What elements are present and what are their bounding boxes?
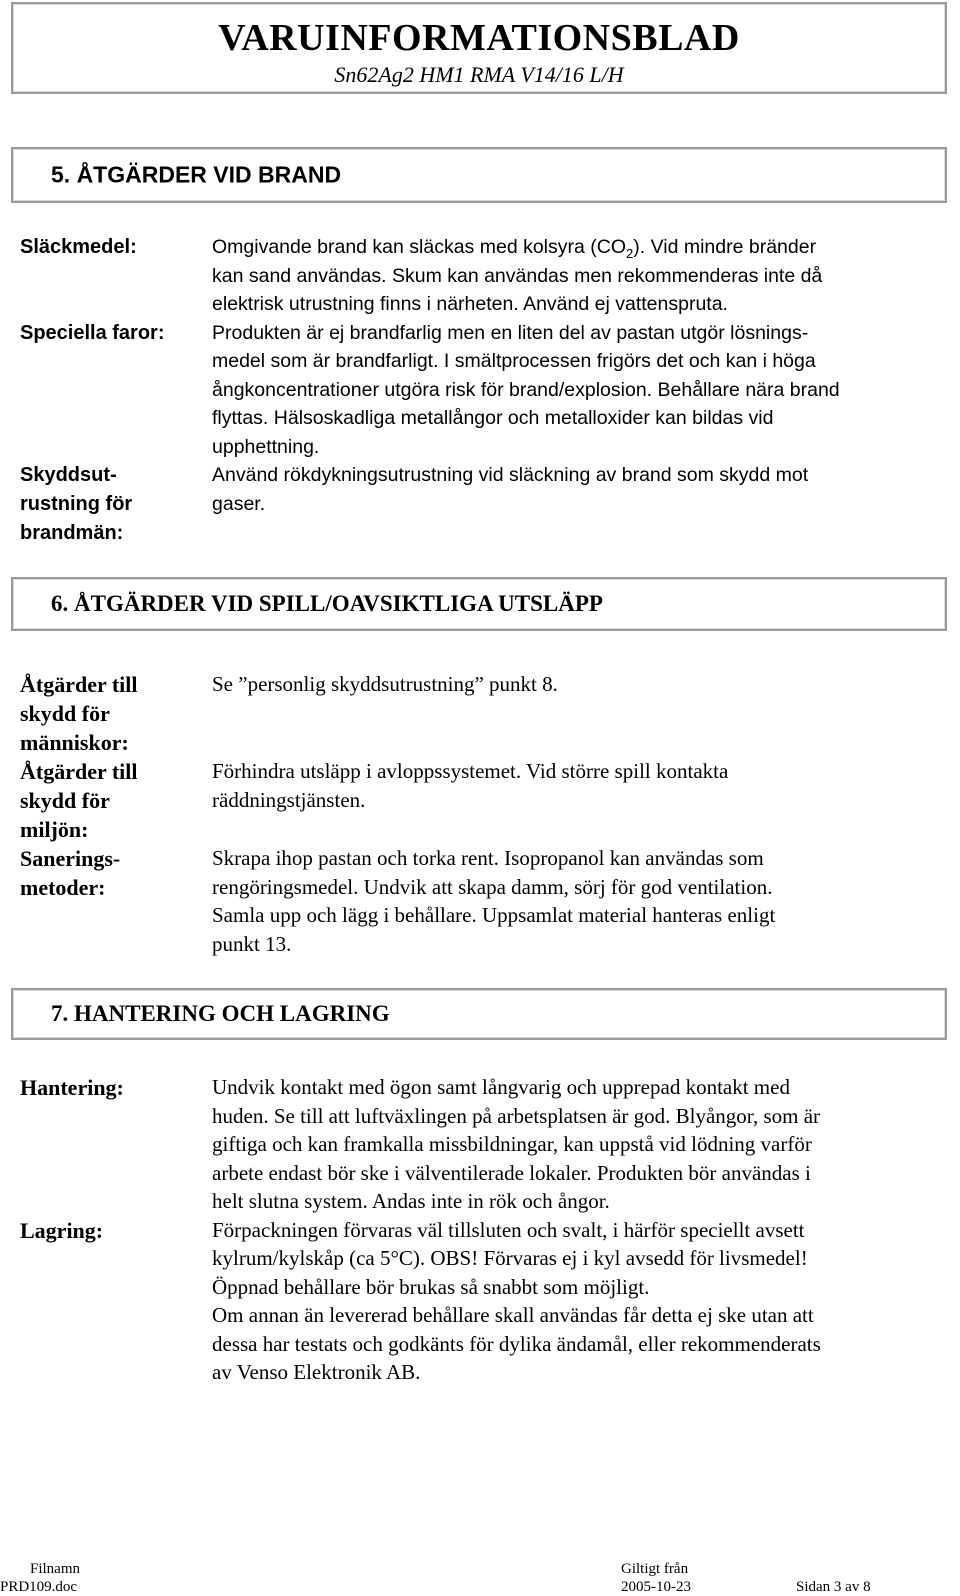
label-speciella-faror: Speciella faror:: [20, 322, 165, 344]
section-5-text-line: medel som är brandfarligt. I smältprocessen frigörs det och kan i höga: [212, 350, 816, 372]
text-lagring-line: kylrum/kylskåp (ca 5°C). OBS! Förvaras ej i kyl avsedd för livsmedel!: [212, 1246, 808, 1270]
document-header: [11, 2, 947, 94]
text-hantering-line: arbete endast bör ske i välventilerade lokaler. Produkten bör användas i: [212, 1161, 811, 1185]
label-skyddsutrustning-line-2: rustning för: [20, 493, 133, 515]
label-skydd-miljon-line-1: Åtgärder till: [20, 759, 138, 784]
footer-filename-value: PRD109.doc: [0, 1579, 78, 1595]
text-lagring-line: Förpackningen förvaras väl tillsluten och svalt, i härför speciellt avsett: [212, 1218, 805, 1242]
text-hantering-line: Undvik kontakt med ögon samt långvarig och upprepad kontakt med: [212, 1075, 790, 1099]
label-hantering: Hantering:: [20, 1075, 124, 1100]
label-skydd-miljon-line-2: skydd för: [20, 788, 110, 813]
footer-valid-label: Giltigt från: [621, 1561, 689, 1577]
co2-text-before: Omgivande brand kan släckas med kolsyra (CO: [212, 236, 627, 258]
text-lagring-line: dessa har testats och godkänts för dylika ändamål, eller rekommenderats: [212, 1332, 821, 1356]
section-7-header: [11, 988, 947, 1040]
text-skydd-miljon-line: räddningstjänsten.: [212, 788, 366, 812]
section-5-text-line: flyttas. Hälsoskadliga metallångor och metalloxider kan bildas vid: [212, 407, 774, 429]
text-saneringsmetoder-line: Samla upp och lägg i behållare. Uppsamlat material hanteras enligt: [212, 903, 776, 927]
section-5-text-line: kan sand användas. Skum kan användas men rekommenderas inte då: [212, 265, 823, 287]
text-hantering-line: huden. Se till att luftväxlingen på arbetsplatsen är god. Blyångor, som är: [212, 1104, 821, 1128]
section-5-header: [11, 147, 947, 203]
text-lagring-line: av Venso Elektronik AB.: [212, 1360, 421, 1384]
label-skydd-manniskor-line-1: Åtgärder till: [20, 672, 138, 697]
text-saneringsmetoder-line: punkt 13.: [212, 932, 292, 956]
label-skydd-manniskor-line-3: människor:: [20, 730, 129, 755]
footer-page-number: Sidan 3 av 8: [796, 1579, 871, 1595]
label-skydd-miljon-line-3: miljön:: [20, 817, 89, 842]
section-5-text-line: Produkten är ej brandfarlig men en liten del av pastan utgör lösnings-: [212, 322, 809, 344]
text-lagring-line: Om annan än levererad behållare skall användas får detta ej ske utan att: [212, 1303, 814, 1327]
text-skydd-miljon-line: Förhindra utsläpp i avloppssystemet. Vid större spill kontakta: [212, 759, 729, 783]
section-7-title: 7. HANTERING OCH LAGRING: [51, 1001, 390, 1026]
footer-filename-label: Filnamn: [30, 1561, 81, 1577]
section-5-text-line: elektrisk utrustning finns i närheten. Använd ej vattenspruta.: [212, 293, 728, 315]
document-title: VARUINFORMATIONSBLAD: [218, 17, 740, 59]
co2-text-after: ). Vid mindre bränder: [633, 236, 817, 258]
section-6-header: [11, 577, 947, 631]
section-5-title: 5. ÅTGÄRDER VID BRAND: [51, 161, 342, 188]
label-slackmedel: Släckmedel:: [20, 236, 137, 258]
section-5-text-line: upphettning.: [212, 436, 320, 458]
label-skyddsutrustning-line-3: brandmän:: [20, 522, 124, 544]
text-hantering-line: giftiga och kan framkalla missbildningar, kan uppstå vid lödning varför: [212, 1132, 812, 1156]
co2-subscript: 2: [626, 245, 634, 261]
label-saneringsmetoder-line-2: metoder:: [20, 875, 106, 900]
text-hantering-line: helt slutna system. Andas inte in rök och ångor.: [212, 1189, 610, 1213]
text-saneringsmetoder-line: Skrapa ihop pastan och torka rent. Isopropanol kan användas som: [212, 846, 764, 870]
label-skydd-manniskor-line-2: skydd för: [20, 701, 110, 726]
label-lagring: Lagring:: [20, 1218, 104, 1243]
footer-valid-date: 2005-10-23: [621, 1579, 691, 1595]
text-skydd-manniskor: Se ”personlig skyddsutrustning” punkt 8.: [212, 672, 558, 696]
label-saneringsmetoder-line-1: Sanerings-: [20, 846, 121, 871]
section-5-text-line: gaser.: [212, 493, 266, 515]
text-lagring-line: Öppnad behållare bör brukas så snabbt som möjligt.: [212, 1275, 650, 1299]
section-5-text-line: ångkoncentrationer utgöra risk för brand/explosion. Behållare nära brand: [212, 379, 840, 401]
section-5-text-line: Använd rökdykningsutrustning vid släckning av brand som skydd mot: [212, 464, 809, 486]
text-saneringsmetoder-line: rengöringsmedel. Undvik att skapa damm, sörj för god ventilation.: [212, 875, 773, 899]
section-6-title: 6. ÅTGÄRDER VID SPILL/OAVSIKTLIGA UTSLÄPP: [51, 591, 603, 616]
document-subtitle: Sn62Ag2 HM1 RMA V14/16 L/H: [334, 62, 624, 87]
label-skyddsutrustning-line-1: Skyddsut-: [20, 464, 117, 486]
